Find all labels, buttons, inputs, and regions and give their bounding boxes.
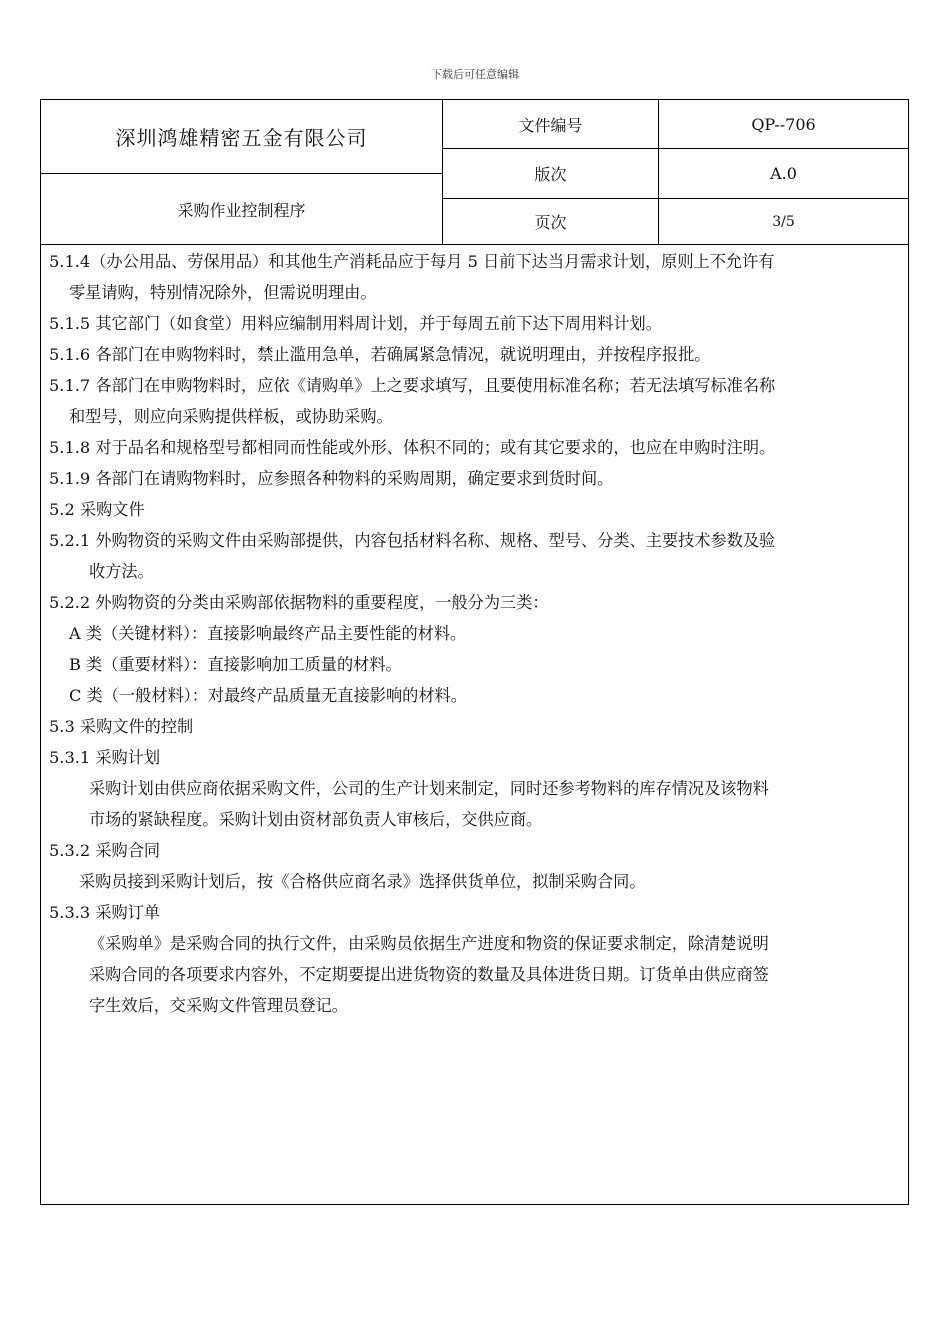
clause-5-3-3-heading: 5.3.3 采购订单 <box>49 903 161 922</box>
clause-5-1-7-cont: 和型号，则应向采购提供样板，或协助采购。 <box>69 407 393 426</box>
page-label: 页次 <box>443 199 659 244</box>
file-number-value: QP--706 <box>659 100 908 149</box>
clause-5-1-9: 5.1.9 各部门在请购物料时，应参照各种物料的采购周期，确定要求到货时间。 <box>49 469 614 488</box>
clause-5-3-2-text: 采购员接到采购计划后，按《合格供应商名录》选择供货单位，拟制采购合同。 <box>79 872 646 891</box>
clause-5-1-6: 5.1.6 各部门在申购物料时，禁止滥用急单，若确属紧急情况，就说明理由，并按程序报批。 <box>49 345 711 364</box>
document-title: 采购作业控制程序 <box>41 174 443 244</box>
clause-5-3-3-text: 《采购单》是采购合同的执行文件，由采购员依据生产进度和物资的保证要求制定，除清楚说明 <box>89 934 769 953</box>
header-table <box>41 100 908 245</box>
version-value: A.0 <box>659 149 908 199</box>
clause-5-2-2: 5.2.2 外购物资的分类由采购部依据物料的重要程度，一般分为三类： <box>49 593 549 612</box>
clause-5-3-1-text-cont: 市场的紧缺程度。采购计划由资材部负责人审核后，交供应商。 <box>89 810 543 829</box>
document-frame <box>40 99 909 1205</box>
clause-5-3-1-text: 采购计划由供应商依据采购文件，公司的生产计划来制定，同时还参考物料的库存情况及该物料 <box>89 779 769 798</box>
clause-5-1-7: 5.1.7 各部门在申购物料时，应依《请购单》上之要求填写，且要使用标准名称；若无法填写标准名称 <box>49 376 776 395</box>
company-name: 深圳鸿雄精密五金有限公司 <box>41 100 443 174</box>
document-body <box>49 246 902 1021</box>
category-a: A 类（关键材料）：直接影响最终产品主要性能的材料。 <box>69 624 467 643</box>
section-5-3-heading: 5.3 采购文件的控制 <box>49 717 194 736</box>
clause-5-3-3-text-cont: 采购合同的各项要求内容外，不定期要提出进货物资的数量及具体进货日期。订货单由供应商签 <box>89 965 769 984</box>
clause-5-1-4-cont: 零星请购，特别情况除外，但需说明理由。 <box>69 283 377 302</box>
clause-5-1-8: 5.1.8 对于品名和规格型号都相同而性能或外形、体积不同的；或有其它要求的，也应在申购时注明。 <box>49 438 776 457</box>
version-label: 版次 <box>443 149 659 199</box>
page-value: 3/5 <box>772 213 795 230</box>
category-b: B 类（重要材料）：直接影响加工质量的材料。 <box>69 655 402 674</box>
file-number-label: 文件编号 <box>443 100 659 149</box>
section-5-2-heading: 5.2 采购文件 <box>49 500 145 519</box>
clause-5-3-2-heading: 5.3.2 采购合同 <box>49 841 161 860</box>
top-note: 下载后可任意编辑 <box>431 68 519 81</box>
clause-5-3-3-text-end: 字生效后，交采购文件管理员登记。 <box>89 996 348 1015</box>
clause-5-1-5: 5.1.5 其它部门（如食堂）用料应编制用料周计划，并于每周五前下达下周用料计划。 <box>49 314 662 333</box>
clause-5-1-4: 5.1.4（办公用品、劳保用品）和其他生产消耗品应于每月 5 日前下达当月需求计划，原则上不允许有 <box>49 252 775 271</box>
category-c: C 类（一般材料）：对最终产品质量无直接影响的材料。 <box>69 686 467 705</box>
clause-5-2-1: 5.2.1 外购物资的采购文件由采购部提供，内容包括材料名称、规格、型号、分类、主要技术参数及验 <box>49 531 776 550</box>
clause-5-2-1-cont: 收方法。 <box>89 562 154 581</box>
clause-5-3-1-heading: 5.3.1 采购计划 <box>49 748 161 767</box>
